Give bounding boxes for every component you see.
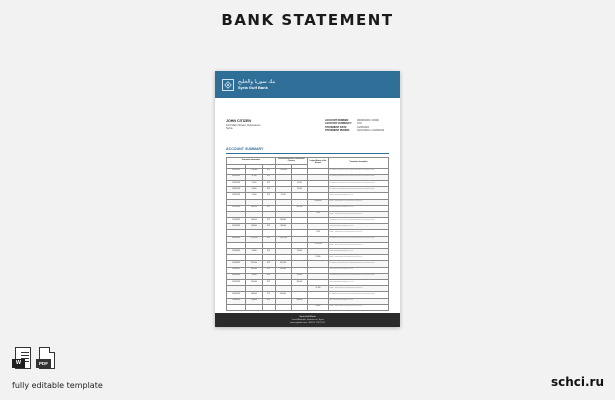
cell-currency: SYP [262, 279, 275, 285]
cell-amount: 468,000 [246, 292, 262, 298]
cell-ledger: 1,498,100 [307, 199, 328, 205]
cell-cr: 300,000 [291, 279, 307, 285]
cell-amount: 300,000 [246, 267, 262, 273]
cell-cr: 108,000 [291, 298, 307, 304]
cell-ledger: 71,100 [307, 286, 328, 292]
cell-currency: SYP [262, 174, 275, 180]
cell-date: 04/03/2022 [227, 236, 246, 242]
cell-date: 23/02/2022 [227, 224, 246, 230]
cell-ledger: 13,900 [307, 255, 328, 261]
cell-dr: 108,000 [275, 224, 291, 230]
cell-dr: 23,100 [275, 193, 291, 199]
cell-desc: Balance - Closing balance of the account at the end of the day [329, 286, 389, 292]
cell-date: 05/01/2022 [227, 174, 246, 180]
pdf-file-icon [36, 347, 56, 373]
cell-currency: SYP [262, 292, 275, 298]
cell-amount: 108,000 [246, 298, 262, 304]
cell-amount: 11,250 [246, 174, 262, 180]
cell-cr: 10,200 [291, 187, 307, 193]
format-icons [12, 347, 56, 373]
cell-dr: 1,518,000 [275, 168, 291, 174]
cell-date: 15/02/2022 [227, 218, 246, 224]
cell-desc: Local Purchase EDIN CENTRE BRANCH SY [329, 298, 389, 304]
account-row-label: ACCOUNT NUMBER: [325, 119, 349, 122]
cell-desc: Local Purchase EDIN CENTRE BRANCH SY [329, 193, 389, 199]
cell-date: 18/01/2022 [227, 187, 246, 193]
account-row-value: SYP [357, 122, 362, 126]
cell-desc: Local Purchase EDIN CENTRE BRANCH SY [329, 205, 389, 211]
cell-currency: SYP [262, 236, 275, 242]
column-header-currency: Currency [262, 165, 275, 169]
cell-amount [246, 304, 262, 310]
cell-dr: 402,200 [275, 261, 291, 267]
cell-desc: TRANSFER TO Local Banking via Local Bank and Branches Syria Gulf Bank Transfer [329, 218, 389, 224]
cell-currency: SYP [262, 180, 275, 186]
cell-amount: 13,900 [246, 249, 262, 255]
cell-desc: TRANSFER TO Local Banking via Local Bank and Branches Syria Gulf Bank Transfer [329, 236, 389, 242]
cell-cr: 13,900 [291, 249, 307, 255]
cell-desc: TRANSFER TO Local Banking via Local Bank and Branches Syria Gulf Bank Transfer [329, 273, 389, 279]
cell-date: 16/05/2022 [227, 279, 246, 285]
cell-currency: SYP [262, 249, 275, 255]
bank-name-ar: بنك سوريا والخليج [238, 79, 276, 85]
cell-ledger: 7,150 [307, 211, 328, 217]
cell-currency: SYP [262, 298, 275, 304]
cell-amount: 23,100 [246, 193, 262, 199]
cell-desc: TRANSFER TO Local Banking via Local Bank and Branches Syria Gulf Bank Transfer [329, 180, 389, 186]
amount-group-header: Transaction Amount in the Account Currency [275, 158, 307, 165]
footer-address: Yusuf Alazmeh, Damascus, Syria [291, 318, 324, 321]
transaction-info-header: Transaction information [227, 158, 276, 165]
account-row-value: 31/08/2022 [357, 125, 369, 129]
account-row-value: 01/01/2022 to 31/08/2022 [357, 129, 385, 133]
footer-contact: www.sgbank.com +963 11 232 9111 [290, 321, 325, 324]
cell-date: 15/06/2022 [227, 298, 246, 304]
cell-amount: 468,000 [246, 218, 262, 224]
cell-amount: 108,000 [246, 224, 262, 230]
cell-date: 07/02/2022 [227, 205, 246, 211]
account-row-label: STATEMENT PERIOD: [325, 129, 350, 133]
cell-desc: Local Purchase EDIN CENTRE BRANCH SY [329, 279, 389, 285]
transactions-table [226, 157, 389, 311]
cell-desc: TRANSFER TO Local Banking via Local Bank and Branches Syria Gulf Bank Transfer [329, 168, 389, 174]
customer-address-line2: Syria [226, 126, 233, 131]
cell-currency: SYP [262, 273, 275, 279]
cell-desc: Balance - Closing balance of the account at the end of the day [329, 255, 389, 261]
statement-meta [215, 119, 400, 141]
cell-amount: 10,200 [246, 187, 262, 193]
cell-currency [262, 304, 275, 310]
pdf-label: PDF [36, 359, 51, 368]
word-file-icon [12, 347, 32, 373]
cell-currency: SYP [262, 205, 275, 211]
cell-desc: Local Purchase EDIN CENTRE BRANCH SY [329, 224, 389, 230]
ledger-header: Ledger Balance of the Account [307, 158, 328, 169]
cell-date: 03/01/2022 [227, 168, 246, 174]
bank-name-en: Syria Gulf Bank [238, 85, 268, 90]
cell-cr [291, 304, 307, 310]
column-header-dr: Dr [275, 165, 291, 169]
cell-dr: 1,102,700 [275, 236, 291, 242]
column-header-amount: Amount [246, 165, 262, 169]
customer-block [226, 119, 296, 131]
cell-currency: SYP [262, 261, 275, 267]
cell-desc: Balance - Closing balance of the account at the end of the day [329, 304, 389, 310]
cell-desc: Local Purchase EDIN CENTRE BRANCH SY [329, 267, 389, 273]
cell-desc: Balance - Closing balance of the account at the end of the day [329, 230, 389, 236]
page-title: BANK STATEMENT [221, 11, 394, 29]
cell-amount: 289,150 [246, 205, 262, 211]
cell-cr: 289,150 [291, 205, 307, 211]
word-label: W [12, 359, 25, 368]
summary-title: ACCOUNT SUMMARY [226, 147, 264, 151]
account-row [325, 129, 395, 132]
document-header [215, 71, 400, 98]
cell-date: 24/01/2022 [227, 193, 246, 199]
cell-date: 18/04/2022 [227, 267, 246, 273]
template-caption: fully editable template [12, 381, 103, 390]
cell-currency: SYP [262, 267, 275, 273]
cell-currency: SYP [262, 224, 275, 230]
cell-cr: 10,200 [291, 180, 307, 186]
cell-dr [275, 304, 291, 310]
cell-date: 03/05/2022 [227, 273, 246, 279]
statement-document [215, 71, 400, 327]
bank-logo-icon [222, 79, 234, 91]
customer-address-line1: 123 Main Street, Damascus [226, 123, 261, 127]
cell-desc: TRANSFER TO Local Banking via Local Bank and Branches Syria Gulf Bank Transfer [329, 292, 389, 298]
document-footer [215, 313, 400, 327]
cell-currency: SYP [262, 218, 275, 224]
account-row-value: 0000000000 / 00000 [357, 119, 379, 122]
cell-desc: Balance - Closing balance of the account at the end of the day [329, 242, 389, 248]
cell-cr: 16,100 [291, 273, 307, 279]
cell-desc: TRANSFER TO Local Banking via Local Bank and Branches Syria Gulf Bank Transfer [329, 174, 389, 180]
cell-desc: Balance - Closing balance of the account at the end of the day [329, 211, 389, 217]
cell-dr: 468,000 [275, 218, 291, 224]
cell-amount: 16,100 [246, 273, 262, 279]
table-row [227, 304, 389, 310]
customer-name: JOHN CITIZEN [226, 119, 251, 123]
cell-desc: Balance - Closing balance of the account at the end of the day [329, 199, 389, 205]
cell-amount: 1,102,700 [246, 236, 262, 242]
site-brand: schci.ru [550, 375, 604, 389]
cell-amount: 300,000 [246, 279, 262, 285]
cell-ledger: 1,102,700 [307, 242, 328, 248]
cell-date: 22/03/2022 [227, 249, 246, 255]
cell-amount: 10,200 [246, 180, 262, 186]
cell-dr: 300,000 [275, 267, 291, 273]
cell-dr: 468,000 [275, 292, 291, 298]
footer-bank: Syria Gulf Bank [299, 315, 316, 318]
cell-desc: Local Purchase EDIN CENTRE BRANCH SY [329, 249, 389, 255]
account-row-label: STATEMENT DATE: [325, 125, 348, 129]
cell-desc: TRANSFER TO Local Banking via Local Bank and Branches Syria Gulf Bank Transfer [329, 187, 389, 193]
cell-date: 07/04/2022 [227, 261, 246, 267]
cell-date: 12/01/2022 [227, 180, 246, 186]
column-header-cr: CR [291, 165, 307, 169]
cell-amount: 1,518,000 [246, 168, 262, 174]
cell-desc: TRANSFER TO Local Banking via Local Bank and Branches Syria Gulf Bank Transfer [329, 261, 389, 267]
cell-currency: SYP [262, 168, 275, 174]
cell-date: 09/06/2022 [227, 292, 246, 298]
cell-amount: 402,200 [246, 261, 262, 267]
cell-currency: SYP [262, 193, 275, 199]
description-header: Transaction description [329, 158, 389, 169]
column-header-date: Date [227, 165, 246, 169]
cell-currency: SYP [262, 187, 275, 193]
summary-divider [226, 153, 389, 154]
cell-ledger: 18,000 [307, 304, 328, 310]
cell-date [227, 304, 246, 310]
cell-ledger: 7,150 [307, 230, 328, 236]
account-block [325, 119, 395, 133]
account-row-label: ACCOUNT CURRENCY: [325, 122, 352, 126]
bank-name [238, 79, 275, 90]
